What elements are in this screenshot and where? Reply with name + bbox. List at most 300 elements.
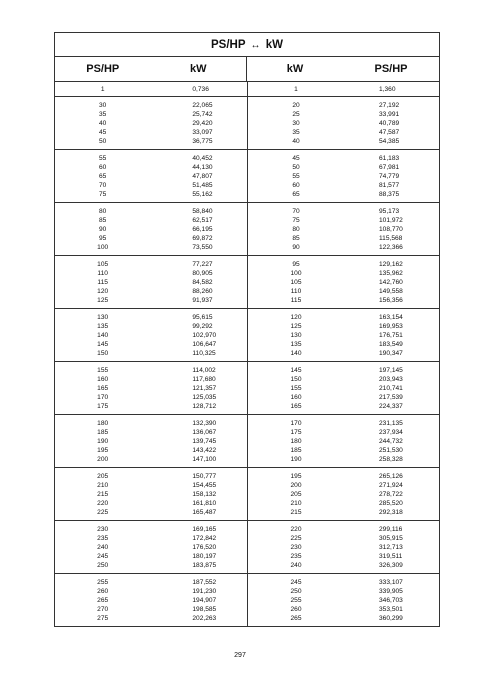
- table-row: [55, 534, 247, 543]
- cell: 105: [97, 261, 109, 268]
- cell: 183,875: [192, 562, 217, 569]
- cell: 176,520: [192, 544, 217, 551]
- table-row: [55, 508, 247, 517]
- table-row: [248, 243, 440, 252]
- table-row: [55, 472, 247, 481]
- cell: 260: [97, 588, 109, 595]
- cell: 240: [97, 544, 109, 551]
- cell: 210,741: [379, 385, 403, 392]
- cell: 160: [97, 376, 109, 383]
- cell: 170: [97, 394, 109, 401]
- table-row-group: [55, 521, 439, 574]
- row-group-left: [55, 97, 248, 149]
- table-row: [248, 437, 440, 446]
- table-row: [55, 543, 247, 552]
- cell: 145: [290, 367, 302, 374]
- table-row: [248, 322, 440, 331]
- cell: 142,760: [379, 279, 403, 286]
- cell: 27,192: [379, 102, 400, 109]
- cell: 237,934: [379, 429, 403, 436]
- cell: 245: [290, 579, 302, 586]
- cell: 36,775: [192, 138, 213, 145]
- cell: 69,872: [192, 235, 213, 242]
- table-row: [248, 543, 440, 552]
- table-row: [248, 384, 440, 393]
- row-group-right: [248, 468, 440, 520]
- table-row: [248, 296, 440, 305]
- cell: 224,337: [379, 403, 403, 410]
- cell: 200: [290, 482, 302, 489]
- cell: 45: [99, 129, 107, 136]
- table-row: [248, 260, 440, 269]
- cell: 147,100: [192, 456, 217, 463]
- table-row: [55, 163, 247, 172]
- table-row: [248, 110, 440, 119]
- page-number: 297: [234, 652, 246, 659]
- cell: 60: [292, 182, 300, 189]
- table-row: [248, 287, 440, 296]
- cell: 190: [97, 438, 109, 445]
- table-row: [248, 472, 440, 481]
- cell: 275: [97, 615, 109, 622]
- cell: 195: [290, 473, 302, 480]
- cell: 191,230: [192, 588, 217, 595]
- cell: 105: [290, 279, 302, 286]
- cell: 77,227: [192, 261, 213, 268]
- table-row: [55, 490, 247, 499]
- table-row: [55, 287, 247, 296]
- cell: 88,260: [192, 288, 213, 295]
- table-row: [55, 119, 247, 128]
- cell: 215: [290, 509, 302, 516]
- cell: 217,539: [379, 394, 403, 401]
- cell: 20: [292, 102, 300, 109]
- table-row: [55, 499, 247, 508]
- table-row: [55, 428, 247, 437]
- cell: 120: [290, 314, 302, 321]
- cell: 270: [97, 606, 109, 613]
- cell: 156,356: [379, 297, 403, 304]
- table-row-group: [55, 362, 439, 415]
- table-row: [248, 207, 440, 216]
- table-row: [248, 119, 440, 128]
- row-group-right: [248, 415, 440, 467]
- table-row: [55, 605, 247, 614]
- cell: 143,422: [192, 447, 217, 454]
- table-row: [55, 384, 247, 393]
- cell: 90: [99, 226, 107, 233]
- cell: 346,703: [379, 597, 403, 604]
- cell: 180: [97, 420, 109, 427]
- cell: 230: [97, 526, 109, 533]
- table-row: [248, 499, 440, 508]
- table-row: [248, 313, 440, 322]
- cell: 128,712: [192, 403, 217, 410]
- cell: 326,309: [379, 562, 403, 569]
- cell: 205: [97, 473, 109, 480]
- table-row: [248, 375, 440, 384]
- row-group-left: [55, 468, 248, 520]
- cell: 74,779: [379, 173, 400, 180]
- cell: 190: [290, 456, 302, 463]
- cell: 197,145: [379, 367, 403, 374]
- cell: 145: [97, 341, 109, 348]
- cell: 40,789: [379, 120, 400, 127]
- cell: 50: [99, 138, 107, 145]
- cell: 220: [97, 500, 109, 507]
- table-row: [55, 260, 247, 269]
- cell: 29,420: [192, 120, 213, 127]
- cell: 1: [294, 85, 298, 93]
- table-title: [55, 33, 439, 57]
- row-group-left: [55, 256, 248, 308]
- cell: 202,263: [192, 615, 217, 622]
- cell: 135,962: [379, 270, 403, 277]
- cell: 194,907: [192, 597, 217, 604]
- cell: 150,777: [192, 473, 217, 480]
- cell: 251,530: [379, 447, 403, 454]
- table-row: [248, 190, 440, 199]
- table-row: [55, 561, 247, 570]
- row-group-right: [248, 362, 440, 414]
- cell: 40,452: [192, 155, 213, 162]
- table-row: [248, 605, 440, 614]
- cell: 149,558: [379, 288, 403, 295]
- cell: 305,915: [379, 535, 403, 542]
- table-row: [248, 534, 440, 543]
- table-row: [55, 393, 247, 402]
- table-row: [248, 525, 440, 534]
- cell: 231,135: [379, 420, 403, 427]
- cell: 88,375: [379, 191, 400, 198]
- cell: 50: [292, 164, 300, 171]
- cell: 175: [290, 429, 302, 436]
- cell: 122,366: [379, 244, 403, 251]
- cell: 161,810: [192, 500, 217, 507]
- cell: 339,905: [379, 588, 403, 595]
- cell: 176,751: [379, 332, 403, 339]
- cell: 47,807: [192, 173, 213, 180]
- cell: 85: [292, 235, 300, 242]
- table-row: [55, 419, 247, 428]
- table-row-group: [55, 203, 439, 256]
- cell: 51,485: [192, 182, 213, 189]
- row-group-left: [55, 574, 248, 626]
- cell: 70: [99, 182, 107, 189]
- cell: 360,299: [379, 615, 403, 622]
- cell: 169,165: [192, 526, 217, 533]
- cell: 215: [97, 491, 109, 498]
- table-row: [55, 137, 247, 146]
- row-group-left: [55, 415, 248, 467]
- row-group-left: [55, 362, 248, 414]
- table-row-group: [55, 150, 439, 203]
- table-row: [248, 446, 440, 455]
- cell: 170: [290, 420, 302, 427]
- table-row: [55, 181, 247, 190]
- table-row: [55, 296, 247, 305]
- table-row: [248, 181, 440, 190]
- title-left: PS/HP: [211, 39, 246, 51]
- cell: 81,577: [379, 182, 400, 189]
- cell: 150: [290, 376, 302, 383]
- table-row: [248, 137, 440, 146]
- cell: 95: [99, 235, 107, 242]
- table-row-group: [55, 97, 439, 150]
- cell: 33,991: [379, 111, 400, 118]
- cell: 101,972: [379, 217, 403, 224]
- table-row: [248, 393, 440, 402]
- cell: 45: [292, 155, 300, 162]
- table-row: [55, 552, 247, 561]
- cell: 30: [292, 120, 300, 127]
- cell: 80: [99, 208, 107, 215]
- cell: 73,550: [192, 244, 213, 251]
- cell: 60: [99, 164, 107, 171]
- table-row: [55, 525, 247, 534]
- cell: 110,325: [192, 350, 216, 357]
- cell: 160: [290, 394, 302, 401]
- cell: 250: [290, 588, 302, 595]
- table-row: [248, 349, 440, 358]
- cell: 225: [97, 509, 109, 516]
- cell: 121,357: [192, 385, 217, 392]
- table-row: [55, 128, 247, 137]
- table-row: [55, 243, 247, 252]
- cell: 125: [290, 323, 302, 330]
- cell: 258,328: [379, 456, 403, 463]
- table-row-group: [55, 309, 439, 362]
- cell: 47,587: [379, 129, 400, 136]
- table-row: [55, 437, 247, 446]
- table-row: [55, 446, 247, 455]
- cell: 30: [99, 102, 107, 109]
- row-group-right: [248, 150, 440, 202]
- table-row: [248, 561, 440, 570]
- cell: 100: [97, 244, 109, 251]
- table-row-group: [55, 468, 439, 521]
- cell: 54,385: [379, 138, 400, 145]
- table-row-group: [55, 574, 439, 627]
- cell: 91,937: [192, 297, 213, 304]
- cell: 255: [290, 597, 302, 604]
- cell: 80,905: [192, 270, 213, 277]
- cell: 35: [99, 111, 107, 118]
- cell: 172,842: [192, 535, 217, 542]
- cell: 65: [99, 173, 107, 180]
- header-ps-hp-left: PS/HP: [86, 63, 120, 75]
- cell: 333,107: [379, 579, 403, 586]
- cell: 244,732: [379, 438, 403, 445]
- cell: 95,615: [192, 314, 213, 321]
- cell: 139,745: [192, 438, 217, 445]
- cell: 205: [290, 491, 302, 498]
- cell: 319,511: [379, 553, 403, 560]
- table-row: [248, 340, 440, 349]
- cell: 35: [292, 129, 300, 136]
- table-row: [248, 163, 440, 172]
- cell: 120: [97, 288, 109, 295]
- table-row: [55, 216, 247, 225]
- cell: 278,722: [379, 491, 403, 498]
- table-row: [55, 101, 247, 110]
- row-group-right: [248, 309, 440, 361]
- cell: 155: [290, 385, 302, 392]
- table-row: [248, 331, 440, 340]
- table-row: [248, 154, 440, 163]
- cell: 150: [97, 350, 109, 357]
- cell: 90: [292, 244, 300, 251]
- row-group-left: [55, 203, 248, 255]
- column-headers: [55, 57, 439, 82]
- cell: 235: [290, 553, 302, 560]
- cell: 187,552: [192, 579, 217, 586]
- cell: 110: [290, 288, 302, 295]
- table-row: [248, 234, 440, 243]
- cell: 130: [290, 332, 302, 339]
- cell: 55: [292, 173, 300, 180]
- header-kw-left: kW: [190, 63, 207, 75]
- table-row: [55, 225, 247, 234]
- row-group-left: [55, 150, 248, 202]
- cell: 70: [292, 208, 300, 215]
- table-row: [55, 172, 247, 181]
- table-row: [55, 481, 247, 490]
- table-row: [248, 614, 440, 623]
- row-group-right: [248, 521, 440, 573]
- cell: 198,585: [192, 606, 217, 613]
- cell: 255: [97, 579, 109, 586]
- cell: 40: [292, 138, 300, 145]
- cell: 183,549: [379, 341, 403, 348]
- row-group-left: [55, 309, 248, 361]
- cell: 265,126: [379, 473, 403, 480]
- cell: 235: [97, 535, 109, 542]
- cell: 180,197: [192, 553, 217, 560]
- cell: 230: [290, 544, 302, 551]
- cell: 220: [290, 526, 302, 533]
- table-row: [55, 154, 247, 163]
- cell: 40: [99, 120, 107, 127]
- cell: 265: [97, 597, 109, 604]
- cell: 80: [292, 226, 300, 233]
- table-row: [248, 216, 440, 225]
- cell: 165: [97, 385, 109, 392]
- cell: 106,647: [192, 341, 217, 348]
- cell: 240: [290, 562, 302, 569]
- table-row: [248, 481, 440, 490]
- cell: 100: [290, 270, 302, 277]
- table-row: [55, 331, 247, 340]
- table-row: [248, 269, 440, 278]
- table-row: [248, 428, 440, 437]
- cell: 163,154: [379, 314, 403, 321]
- cell: 210: [97, 482, 109, 489]
- cell: 84,582: [192, 279, 213, 286]
- table-row: [248, 596, 440, 605]
- cell: 135: [97, 323, 109, 330]
- table-row: [248, 578, 440, 587]
- table-row: [55, 269, 247, 278]
- cell: 22,065: [192, 102, 213, 109]
- cell: 1: [100, 85, 105, 93]
- cell: 75: [292, 217, 300, 224]
- conversion-table: [54, 32, 440, 627]
- cell: 265: [290, 615, 302, 622]
- table-row: [248, 101, 440, 110]
- cell: 95: [292, 261, 300, 268]
- cell: 136,067: [192, 429, 217, 436]
- cell: 195: [97, 447, 109, 454]
- table-row: [55, 278, 247, 287]
- row-group-right: [248, 203, 440, 255]
- cell: 75: [99, 191, 107, 198]
- cell: 299,116: [379, 526, 403, 533]
- row-group-right: [248, 256, 440, 308]
- cell: 312,713: [379, 544, 403, 551]
- cell: 33,097: [192, 129, 213, 136]
- cell: 165: [290, 403, 302, 410]
- table-row-first: [55, 82, 439, 97]
- table-row: [55, 190, 247, 199]
- cell: 25,742: [192, 111, 213, 118]
- cell: 225: [290, 535, 302, 542]
- double-arrow-icon: ↔: [250, 40, 261, 51]
- cell: 117,680: [192, 376, 216, 383]
- table-row: [248, 552, 440, 561]
- cell: 180: [290, 438, 302, 445]
- cell: 285,520: [379, 500, 403, 507]
- table-row: [248, 128, 440, 137]
- cell: 190,347: [379, 350, 403, 357]
- table-row: [55, 614, 247, 623]
- cell: 203,943: [379, 376, 403, 383]
- table-row: [248, 587, 440, 596]
- cell: 67,981: [379, 164, 400, 171]
- table-row: [55, 578, 247, 587]
- cell: 114,002: [192, 367, 216, 374]
- cell: 158,132: [192, 491, 217, 498]
- cell: 165,487: [192, 509, 217, 516]
- table-row: [55, 349, 247, 358]
- cell: 66,195: [192, 226, 213, 233]
- table-row: [55, 596, 247, 605]
- table-row: [55, 366, 247, 375]
- cell: 102,970: [192, 332, 217, 339]
- cell: 110: [97, 270, 108, 277]
- table-row: [55, 110, 247, 119]
- cell: 353,501: [379, 606, 403, 613]
- table-row: [55, 313, 247, 322]
- row-group-right: [248, 574, 440, 626]
- table-row: [55, 207, 247, 216]
- header-kw-right: kW: [286, 63, 304, 75]
- cell: 169,953: [379, 323, 403, 330]
- cell: 95,173: [379, 208, 400, 215]
- table-row-group: [55, 415, 439, 468]
- cell: 115: [97, 279, 108, 286]
- cell: 292,318: [379, 509, 403, 516]
- cell: 155: [97, 367, 109, 374]
- table-row: [248, 490, 440, 499]
- table-row: [55, 402, 247, 411]
- cell: 132,390: [192, 420, 217, 427]
- table-row: [248, 455, 440, 464]
- cell: 140: [97, 332, 109, 339]
- table-row: [55, 340, 247, 349]
- table-row: [55, 375, 247, 384]
- cell: 99,292: [192, 323, 213, 330]
